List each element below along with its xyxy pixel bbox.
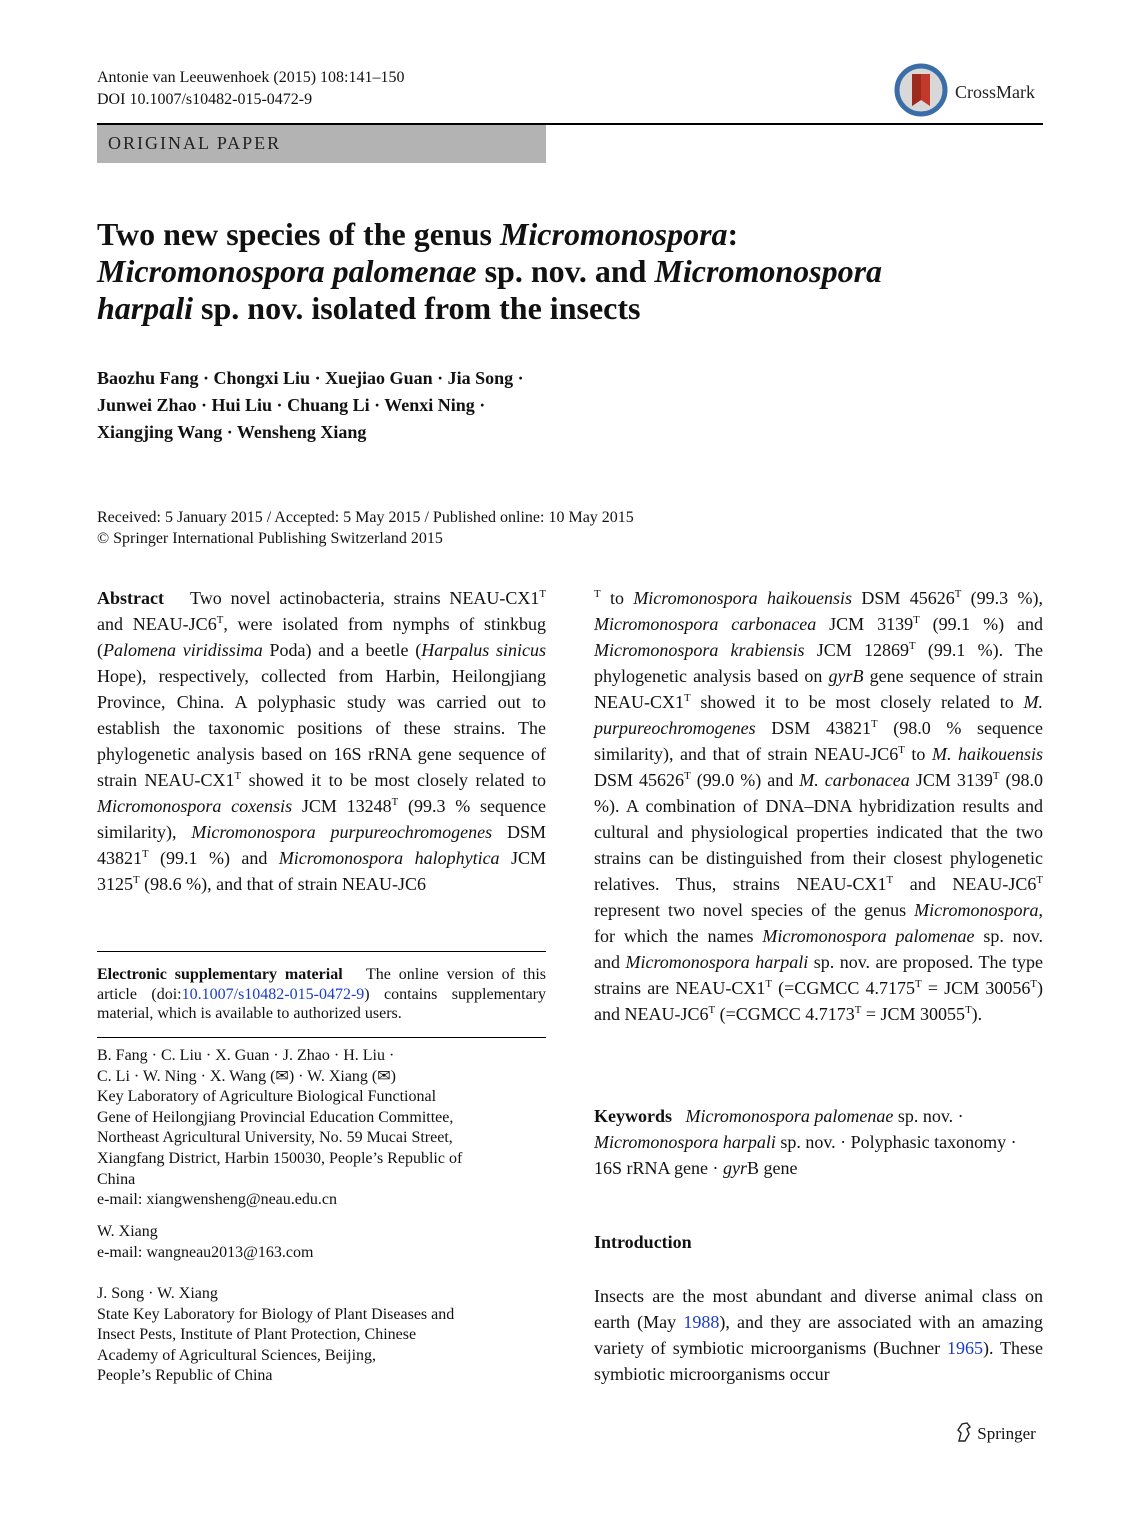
abstract-taxon: Micromonospora carbonacea (594, 614, 817, 634)
abstract-text: (99.1 %) and (919, 614, 1043, 634)
title-text: sp. nov. isolated from the insects (193, 290, 641, 326)
abstract-taxon: M. purpureochromogenes (594, 692, 1043, 738)
abstract-text: to (600, 588, 634, 608)
abstract-taxon: Micromonospora (914, 900, 1039, 920)
affiliation-address: Academy of Agricultural Sciences, Beijing, (97, 1346, 377, 1364)
superscript: T (765, 978, 772, 990)
keyword: gyr (723, 1158, 747, 1178)
abstract-text: ). (971, 1004, 983, 1024)
abstract-text: JCM 3125 (97, 848, 547, 894)
superscript: T (886, 874, 894, 886)
abstract-text: and NEAU-JC6 (893, 874, 1037, 894)
abstract-taxon: Micromonospora purpureochromogenes (191, 822, 493, 842)
keyword: sp. nov. · Polyphasic taxonomy · 16S rRNA gene · (594, 1132, 1017, 1178)
springer-horse-icon (955, 1422, 973, 1442)
affiliation-authors: B. Fang · C. Liu · X. Guan · J. Zhao · H. Liu · (97, 1047, 395, 1064)
abstract-text: (=CGMCC 4.7175 (771, 978, 916, 998)
author-line: Junwei Zhao · Hui Liu · Chuang Li · Wenxi Ning · (97, 395, 486, 415)
affiliation-email[interactable]: e-mail: wangneau2013@163.com (97, 1243, 314, 1261)
abstract-text: (=CGMCC 4.7173 (715, 1004, 855, 1024)
abstract-text: = JCM 30056 (921, 978, 1031, 998)
affiliation-authors: J. Song · W. Xiang (97, 1285, 218, 1302)
abstract-text: DSM 45626 (594, 770, 685, 790)
affiliation-address: Gene of Heilongjiang Provincial Education Committee, (97, 1108, 454, 1126)
superscript: T (142, 848, 149, 860)
intro-text: ). These symbiotic microorganisms occur (594, 1338, 1043, 1384)
abstract-text: JCM 12869 (804, 640, 910, 660)
keyword: Micromonospora harpali (594, 1132, 776, 1152)
doi-link[interactable]: 10.1007/s10482-015-0472-9 (181, 985, 365, 1003)
superscript: T (216, 614, 224, 626)
journal-volume: Antonie van Leeuwenhoek (2015) 108:141–150 (97, 69, 405, 86)
title-text: Two new species of the genus (97, 216, 500, 252)
abstract-taxon: M. carbonacea (799, 770, 910, 790)
abstract-left (97, 585, 546, 897)
abstract-text: JCM 3139 (909, 770, 993, 790)
abstract-label: Abstract (97, 588, 164, 608)
intro-text: Insects are the most abundant and diverse animal class on earth (May (594, 1286, 1043, 1332)
superscript: T (1030, 978, 1037, 990)
introduction-text (594, 1283, 1043, 1387)
affiliation-authors: C. Li · W. Ning · X. Wang (✉) · W. Xiang (✉) (97, 1067, 396, 1085)
superscript: T (898, 744, 905, 756)
abstract-text: showed it to be most closely related to (690, 692, 1024, 712)
esm-text: ) contains supplementary material, which is available to authorized users. (97, 985, 546, 1022)
citation-link[interactable]: 1988 (683, 1312, 720, 1332)
article-type: ORIGINAL PAPER (108, 133, 282, 153)
keyword: Micromonospora palomenae (685, 1106, 894, 1126)
abstract-taxon: Palomena viridissima (103, 640, 263, 660)
affiliation-address: Northeast Agricultural University, No. 59 Mucai Street, (97, 1129, 453, 1147)
abstract-text: Hope), respectively, collected from Harbin, Heilongjiang Province, China. A polyphasic study was carried out to establish the taxonomic positions of these strains. The phylogenetic analysis based on 16S rRNA gene sequence of strain NEAU-CX1 (97, 666, 546, 790)
abstract-text: ) and NEAU-JC6 (594, 978, 1043, 1024)
abstract-text: to (904, 744, 932, 764)
title-species: Micromonospora palomenae (97, 253, 477, 289)
abstract-text: sp. nov. are proposed. The type strains are NEAU-CX1 (594, 952, 1043, 998)
affiliation-authors: W. Xiang (97, 1223, 158, 1240)
history-dates: Received: 5 January 2015 / Accepted: 5 May 2015 / Published online: 10 May 2015 (97, 509, 634, 526)
crossmark-icon (893, 62, 951, 118)
abstract-text: (99.0 %) and (690, 770, 800, 790)
author-line: Baozhu Fang · Chongxi Liu · Xuejiao Guan · Jia Song · (97, 368, 524, 388)
keywords (594, 1103, 1043, 1181)
superscript: T (854, 1004, 862, 1016)
affiliation-address: State Key Laboratory for Biology of Plant Diseases and (97, 1305, 455, 1323)
publisher-logo (955, 1422, 1036, 1444)
abstract-text: = JCM 30055 (861, 1004, 966, 1024)
affiliation-address: Insect Pests, Institute of Plant Protection, Chinese (97, 1326, 417, 1344)
abstract-text: gene sequence of strain NEAU-CX1 (594, 666, 1043, 712)
title-text: sp. nov. and (476, 253, 655, 289)
superscript: T (1036, 874, 1043, 886)
abstract-text: , for which the names (594, 900, 1043, 946)
footnote-rule (97, 1037, 546, 1038)
affiliation-1 (97, 1046, 546, 1211)
publisher-name: Springer (977, 1424, 1036, 1443)
intro-text: ), and they are associated with an amazing variety of symbiotic microorganisms (Buchner (594, 1312, 1044, 1358)
article-title (97, 216, 1047, 327)
citation-link[interactable]: 1965 (946, 1338, 983, 1358)
superscript: T (391, 796, 399, 808)
abstract-text: sp. nov. and (594, 926, 1044, 972)
affiliation-3 (97, 1284, 546, 1387)
author-list (97, 365, 697, 446)
section-heading-introduction: Introduction (594, 1232, 692, 1252)
title-text: : (727, 216, 739, 252)
abstract-gene: gyrB (828, 666, 864, 686)
keyword-sep: sp. nov. · (893, 1106, 964, 1126)
abstract-text: JCM 13248 (292, 796, 392, 816)
copyright: © Springer International Publishing Switzerland 2015 (97, 530, 443, 547)
abstract-text: JCM 3139 (816, 614, 914, 634)
title-species: harpali (97, 290, 194, 326)
superscript: T (909, 640, 916, 652)
footnote-rule (97, 951, 546, 952)
superscript: T (915, 978, 922, 990)
crossmark-label: CrossMark (955, 82, 1035, 102)
abstract-text: (98.0 %). A combination of DNA–DNA hybridization results and cultural and physiological properties indicated that the two strains can be distinguished from their closest phylogenetic relatives. Thus, strains NEAU-CX1 (594, 770, 1044, 894)
superscript: T (708, 1004, 716, 1016)
abstract-taxon: Micromonospora harpali (625, 952, 809, 972)
title-genus: Micromonospora (499, 216, 728, 252)
abstract-taxon: Harpalus sinicus (421, 640, 546, 660)
superscript: T (965, 1004, 972, 1016)
esm-text: The online version of this article (doi: (97, 966, 546, 1003)
doi-line: DOI 10.1007/s10482-015-0472-9 (97, 91, 313, 108)
abstract-text: represent two novel species of the genus (594, 900, 915, 920)
superscript: T (870, 718, 878, 730)
abstract-text: showed it to be most closely related to (241, 770, 546, 790)
superscript: T (913, 614, 920, 626)
abstract-taxon: M. haikouensis (931, 744, 1044, 764)
abstract-taxon: Micromonospora halophytica (278, 848, 500, 868)
superscript: T (594, 588, 601, 600)
abstract-text: (99.1 %) and (148, 848, 279, 868)
abstract-taxon: Micromonospora krabiensis (594, 640, 805, 660)
abstract-text: (99.3 % sequence similarity), (97, 796, 547, 842)
superscript: T (539, 588, 546, 600)
abstract-right (594, 585, 1043, 1027)
affiliation-address: Xiangfang District, Harbin 150030, People’s Republic of (97, 1149, 463, 1167)
affiliation-email[interactable]: e-mail: xiangwensheng@neau.edu.cn (97, 1191, 337, 1209)
superscript: T (234, 770, 242, 782)
abstract-text: , were isolated from nymphs of stinkbug ( (97, 614, 546, 660)
abstract-text: DSM 43821 (97, 822, 546, 868)
abstract-taxon: Micromonospora coxensis (97, 796, 293, 816)
abstract-text: (99.1 %). The phylogenetic analysis based on (594, 640, 1043, 686)
affiliation-address: Key Laboratory of Agriculture Biological Functional (97, 1088, 437, 1106)
superscript: T (133, 874, 140, 886)
journal-citation (97, 67, 404, 111)
abstract-text: Poda) and a beetle ( (262, 640, 422, 660)
abstract-text: (99.3 %), (961, 588, 1043, 608)
abstract-text: (98.0 % sequence similarity), and that of strain NEAU-JC6 (594, 718, 1043, 764)
author-line: Xiangjing Wang · Wensheng Xiang (97, 422, 367, 442)
abstract-text: DSM 43821 (755, 718, 871, 738)
superscript: T (992, 770, 1000, 782)
superscript: T (954, 588, 962, 600)
affiliation-address: China (97, 1170, 136, 1188)
esm-label: Electronic supplementary material (97, 966, 343, 983)
abstract-text: (98.6 %), and that of strain NEAU-JC6 (139, 874, 427, 894)
supplementary-note (97, 965, 546, 1024)
affiliation-address: People’s Republic of China (97, 1367, 273, 1385)
article-type-banner (97, 125, 546, 163)
abstract-text: DSM 45626 (851, 588, 955, 608)
superscript: T (684, 692, 691, 704)
abstract-text: and NEAU-JC6 (97, 614, 217, 634)
crossmark-badge[interactable] (893, 62, 1053, 118)
affiliation-2 (97, 1222, 546, 1263)
keyword: B gene (747, 1158, 798, 1178)
publication-dates (97, 507, 797, 549)
abstract-taxon: Micromonospora palomenae (762, 926, 975, 946)
abstract-text: Two novel actinobacteria, strains NEAU-CX1 (190, 588, 540, 608)
keywords-label: Keywords (594, 1106, 672, 1126)
title-genus: Micromonospora (654, 253, 883, 289)
abstract-taxon: Micromonospora haikouensis (633, 588, 852, 608)
superscript: T (684, 770, 691, 782)
